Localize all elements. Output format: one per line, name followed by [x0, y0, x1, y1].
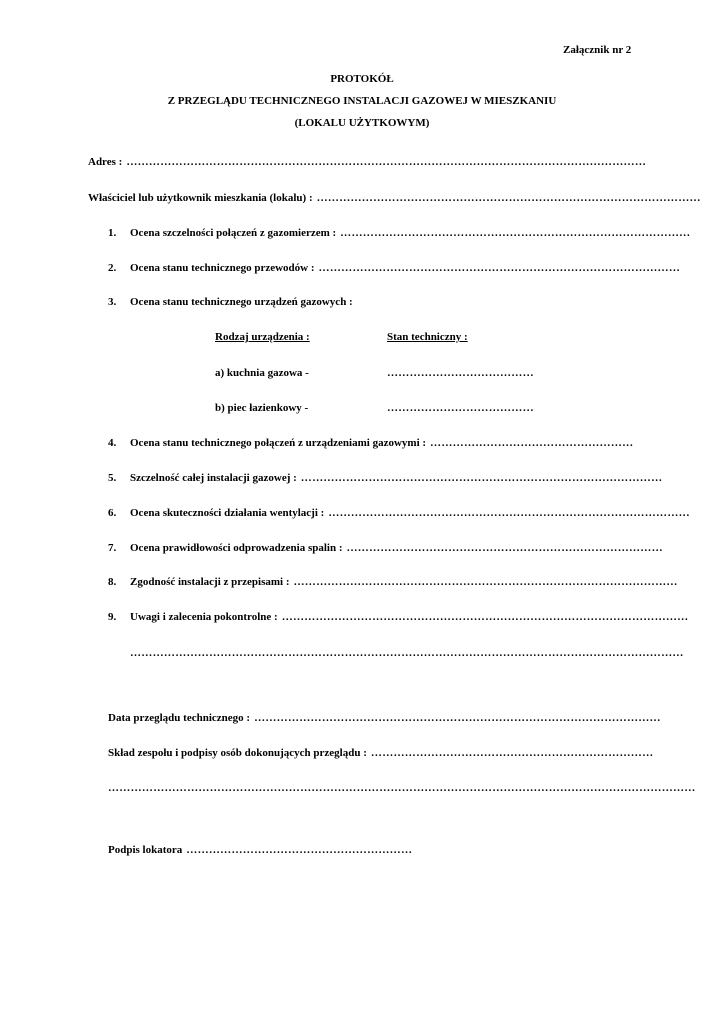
item-label: Ocena stanu technicznego połączeń z urządzeniami gazowymi : [130, 437, 427, 449]
item-6[interactable] [108, 506, 690, 520]
inspection-date-dotted-line: ……………………………………………………………………………………………… [254, 712, 661, 724]
item-label: Szczelność całej instalacji gazowej : [130, 472, 297, 484]
item-number: 1. [108, 227, 117, 239]
item-dotted-line: ………………………………………………………………………………………… [293, 576, 678, 588]
item-label: Ocena skuteczności działania wentylacji : [130, 507, 325, 519]
device-name: b) piec łazienkowy - [215, 402, 309, 414]
tenant-signature-label: Podpis lokatora [108, 844, 183, 856]
device-name: a) kuchnia gazowa - [215, 367, 309, 379]
owner-field[interactable] [88, 191, 701, 205]
item-number: 6. [108, 507, 117, 519]
item-label: Zgodność instalacji z przepisami : [130, 576, 290, 588]
tenant-signature-dotted-line: …………………………………………………… [186, 844, 413, 856]
item-9[interactable] [108, 610, 689, 624]
item-number: 2. [108, 262, 117, 274]
devices-col-type: Rodzaj urządzenia : [215, 331, 310, 343]
inspection-date-field[interactable] [108, 711, 661, 725]
remarks-dotted-line: ………………………………………………………………………………………………………………………………… [130, 647, 684, 659]
address-label: Adres : [88, 156, 123, 168]
team-signatures-extra-line[interactable] [108, 781, 696, 795]
item-dotted-line: ………………………………………………………………………… [346, 542, 663, 554]
item-number: 9. [108, 611, 117, 623]
devices-col-state: Stan techniczny : [387, 331, 468, 343]
item-8[interactable] [108, 575, 678, 589]
team-signatures-field[interactable] [108, 746, 654, 760]
team-dotted-line: ………………………………………………………………………………………………………………………………………… [108, 782, 696, 794]
item-dotted-line: ……………………………………………………………………………………………… [281, 611, 689, 623]
device-state-dotted-line: ………………………………… [387, 367, 534, 379]
item-dotted-line: ………………………………………………………………………………… [340, 227, 691, 239]
item-dotted-line: …………………………………………………………………………………… [318, 262, 681, 274]
owner-dotted-line: ………………………………………………………………………………………… [316, 192, 701, 204]
item-7[interactable] [108, 541, 663, 555]
title-subject: Z PRZEGLĄDU TECHNICZNEGO INSTALACJI GAZOWEJ W MIESZKANIU [167, 95, 557, 107]
item-1[interactable] [108, 226, 691, 240]
address-dotted-line: ………………………………………………………………………………………………………………………… [126, 156, 647, 168]
item-number: 4. [108, 437, 117, 449]
item-label: Ocena szczelności połączeń z gazomierzem : [130, 227, 337, 239]
item-dotted-line: …………………………………………………………………………………… [300, 472, 663, 484]
owner-label: Właściciel lub użytkownik mieszkania (lokalu) : [88, 192, 313, 204]
tenant-signature-field[interactable] [108, 843, 413, 857]
team-signatures-dotted-line: ………………………………………………………………… [370, 747, 654, 759]
device-row-kitchen [215, 366, 309, 380]
item-label: Ocena stanu technicznego przewodów : [130, 262, 315, 274]
item-2[interactable] [108, 261, 681, 275]
device-kitchen-state-line[interactable] [387, 366, 534, 380]
title-protocol: PROTOKÓŁ [330, 73, 394, 85]
address-field[interactable] [88, 155, 647, 169]
device-state-dotted-line: ………………………………… [387, 402, 534, 414]
item-number: 7. [108, 542, 117, 554]
item-4[interactable] [108, 436, 640, 450]
inspection-date-label: Data przeglądu technicznego : [108, 712, 251, 724]
attachment-label: Załącznik nr 2 [563, 44, 632, 56]
remarks-extra-line[interactable] [130, 646, 684, 660]
item-label: Uwagi i zalecenia pokontrolne : [130, 611, 278, 623]
item-number: 5. [108, 472, 117, 484]
item-label: Ocena stanu technicznego urządzeń gazowych : [130, 296, 353, 308]
item-dotted-line: ……………………………………………… [430, 437, 634, 449]
item-number: 3. [108, 296, 117, 308]
device-heater-state-line[interactable] [387, 401, 534, 415]
device-row-bathroom-heater [215, 401, 308, 415]
item-label: Ocena prawidłowości odprowadzenia spalin : [130, 542, 343, 554]
item-dotted-line: …………………………………………………………………………………… [328, 507, 690, 519]
title-premises: (LOKALU UŻYTKOWYM) [294, 117, 430, 129]
item-5[interactable] [108, 471, 663, 485]
item-number: 8. [108, 576, 117, 588]
team-signatures-label: Skład zespołu i podpisy osób dokonujących przeglądu : [108, 747, 367, 759]
item-3 [108, 295, 353, 309]
